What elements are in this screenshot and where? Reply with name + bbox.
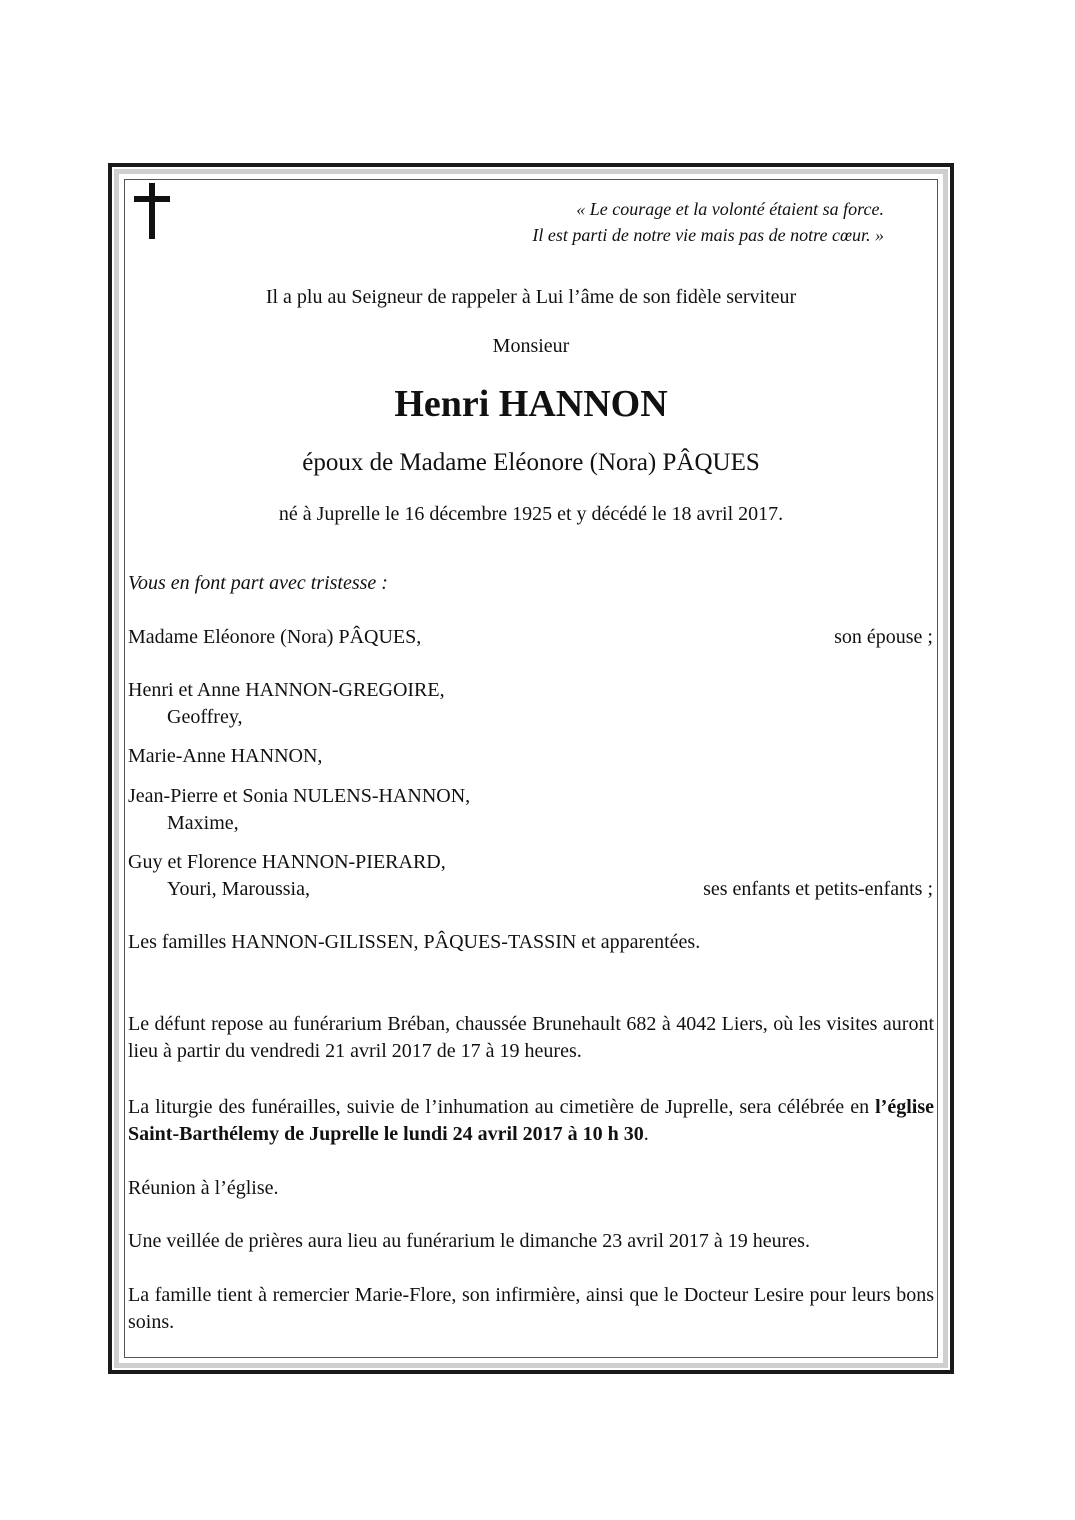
family-grandchildren-4: Youri, Maroussia,: [167, 878, 310, 900]
announcement-heading: Vous en font part avec tristesse :: [128, 572, 388, 594]
info-visitation: Le défunt repose au funérarium Bréban, chaussée Brunehault 682 à 4042 Liers, où les visites auront lieu à partir du vendredi 21 avril 2017 de 17 à 19 heures.: [128, 1013, 934, 1062]
family-grandchildren-1: Geoffrey,: [167, 706, 243, 728]
spouse-line: époux de Madame Eléonore (Nora) PÂQUES: [302, 449, 760, 476]
birth-death-dates: né à Juprelle le 16 décembre 1925 et y décédé le 18 avril 2017.: [278, 503, 784, 525]
info-reunion: Réunion à l’église.: [128, 1177, 279, 1199]
family-child-3: Jean-Pierre et Sonia NULENS-HANNON,: [128, 785, 471, 807]
info-liturgy: [128, 1094, 934, 1148]
info-liturgy-bold: l’église Saint-Barthélemy de Juprelle le lundi 24 avril 2017 à 10 h 30: [128, 1096, 934, 1145]
family-child-2: Marie-Anne HANNON,: [128, 745, 323, 767]
family-grandchildren-3: Maxime,: [167, 812, 239, 834]
quote-line-1: « Le courage et la volonté étaient sa force.: [576, 199, 884, 219]
family-wife: Madame Eléonore (Nora) PÂQUES,: [128, 626, 422, 648]
info-thanks: La famille tient à remercier Marie-Flore, son infirmière, ainsi que le Docteur Lesire pour leurs bons soins.: [128, 1284, 934, 1333]
info-liturgy-end: .: [643, 1123, 649, 1145]
intro-text: Il a plu au Seigneur de rappeler à Lui l’âme de son fidèle serviteur: [265, 286, 797, 308]
info-liturgy-start: La liturgie des funérailles, suivie de l’inhumation au cimetière de Juprelle, sera célébrée en: [128, 1096, 876, 1118]
quote-line-2: Il est parti de notre vie mais pas de notre cœur. »: [532, 225, 884, 245]
family-child-1: Henri et Anne HANNON-GREGOIRE,: [128, 679, 445, 701]
family-child-4: Guy et Florence HANNON-PIERARD,: [128, 851, 446, 873]
family-others: Les familles HANNON-GILISSEN, PÂQUES-TASSIN et apparentées.: [128, 931, 701, 953]
family-children-role: ses enfants et petits-enfants ;: [703, 878, 933, 900]
honorific: Monsieur: [492, 335, 570, 357]
deceased-name: Henri HANNON: [394, 383, 668, 425]
info-vigil: Une veillée de prières aura lieu au funérarium le dimanche 23 avril 2017 à 19 heures.: [128, 1230, 810, 1252]
family-wife-role: son épouse ;: [834, 626, 933, 648]
cross-icon: [134, 183, 170, 239]
